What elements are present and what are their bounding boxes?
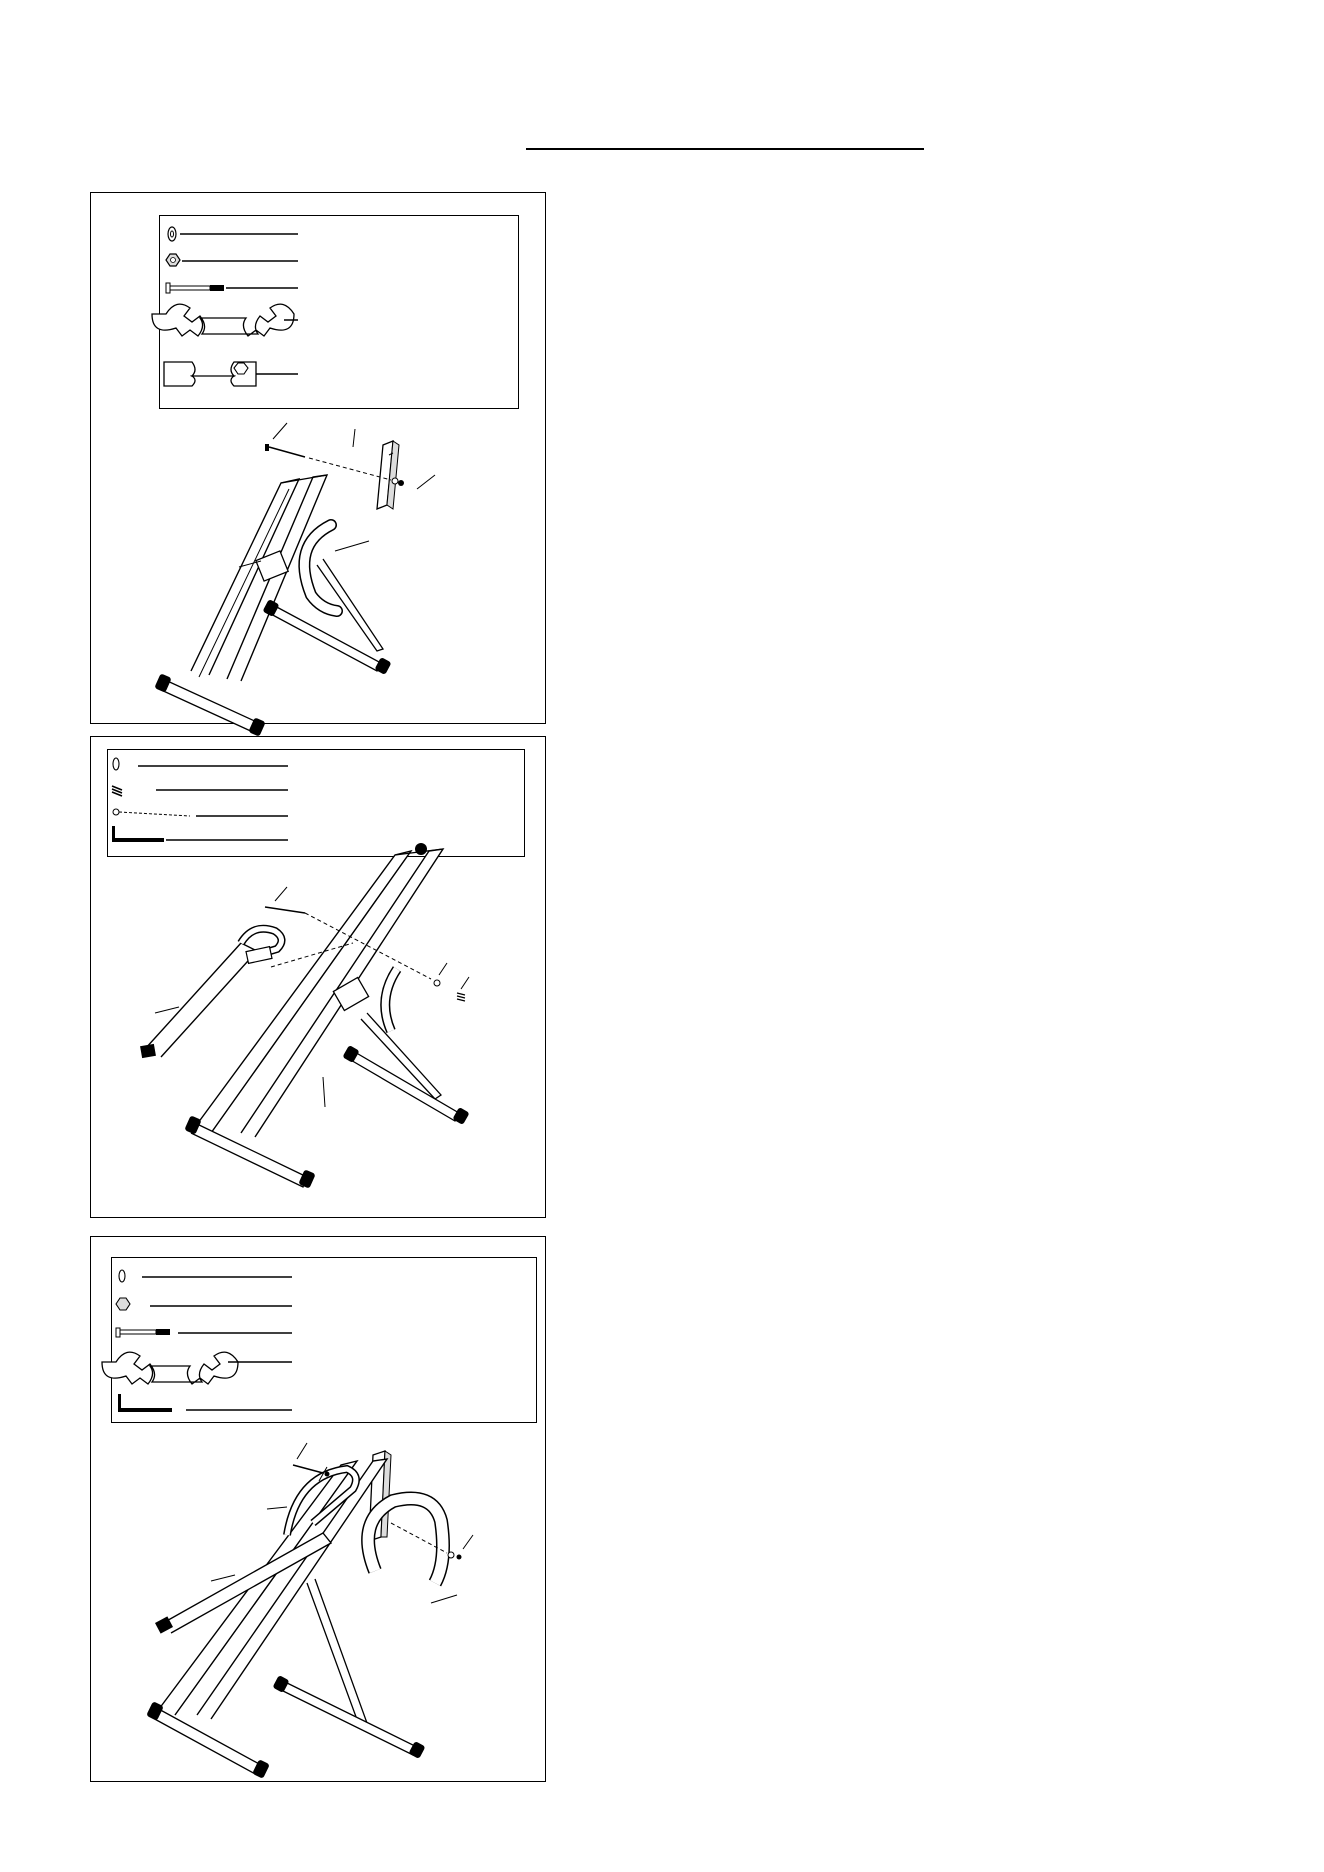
instruction-column [570, 192, 1270, 1782]
step-2-diagram [91, 737, 547, 1219]
step-1-instruction [570, 192, 1270, 724]
step-3-instruction [570, 1236, 1270, 1782]
step-1-diagram [91, 193, 547, 725]
title-underline [526, 148, 924, 150]
page-title [526, 118, 924, 144]
step-3-diagram [91, 1237, 547, 1783]
step-2-panel [90, 736, 546, 1218]
step-3-panel [90, 1236, 546, 1782]
step-1-panel [90, 192, 546, 724]
step-2-instruction [570, 736, 1270, 1218]
